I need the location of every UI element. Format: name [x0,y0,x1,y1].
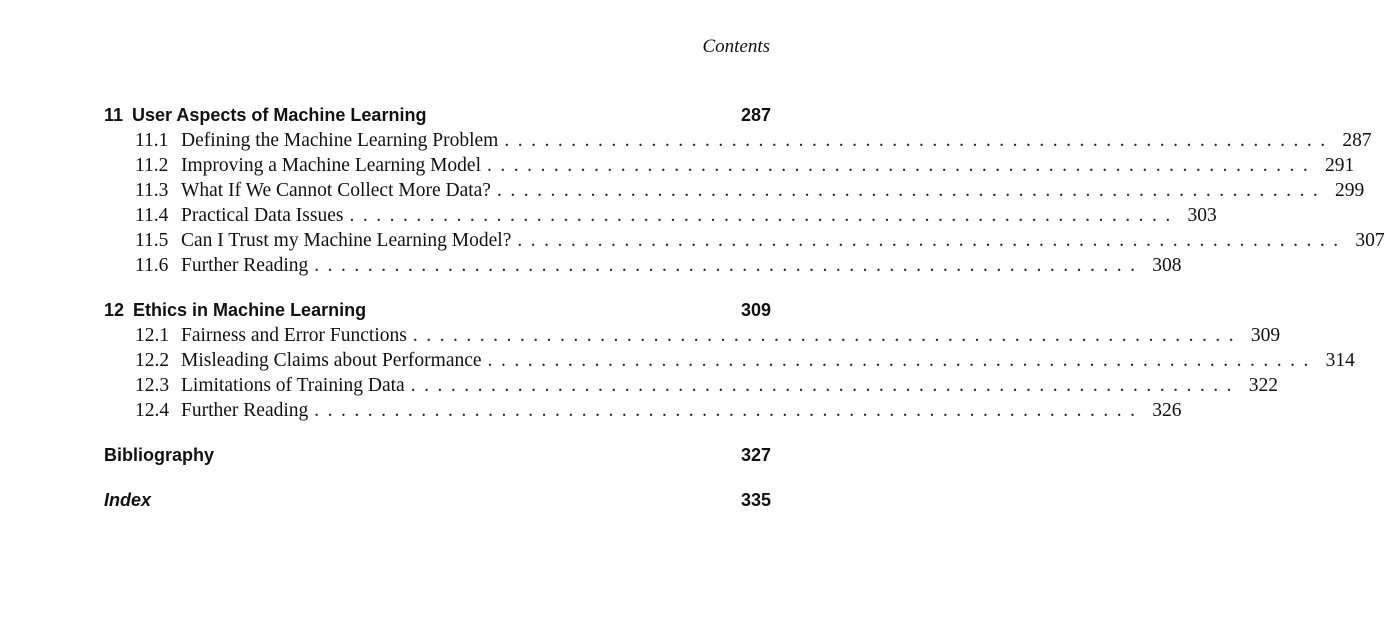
backmatter-title: Bibliography [104,445,215,465]
toc-entry-11-1[interactable] [104,128,1372,153]
toc-entry-11-4[interactable] [104,203,1217,228]
section-title: Can I Trust my Machine Learning Model? [181,230,512,251]
section-number: 11.4 [135,205,169,226]
section-number: 12.4 [135,400,170,421]
section-title: Misleading Claims about Performance [181,350,482,371]
chapter-title: User Aspects of Machine Learning [132,105,427,125]
table-of-contents [104,103,1385,533]
dot-leader: .............................................................. [496,180,1327,201]
toc-entry-12-4[interactable] [104,398,1182,423]
backmatter-title: Index [104,490,152,510]
section-number: 11.3 [135,180,169,201]
section-title: Practical Data Issues [181,205,344,226]
dot-leader: .............................................................. [314,255,1144,276]
section-number: 12.3 [135,375,170,396]
section-page: 291 [1325,155,1355,176]
chapter-11 [104,103,1385,278]
section-page: 299 [1334,180,1365,201]
section-title: Improving a Machine Learning Model [181,155,481,176]
toc-entry-12-2[interactable] [104,348,1355,373]
section-title: Limitations of Training Data [181,375,405,396]
section-number: 11.6 [135,255,169,276]
toc-entry-11-5[interactable] [104,228,1385,253]
section-number: 11.2 [135,155,169,176]
section-page: 314 [1325,350,1355,371]
dot-leader: .............................................................. [349,205,1179,226]
section-page: 287 [1342,130,1372,151]
chapter-heading[interactable] [104,298,771,323]
chapter-title-group [104,103,426,128]
section-page: 308 [1152,255,1182,276]
section-page: 307 [1355,230,1385,251]
toc-entry-index[interactable] [104,488,771,513]
dot-leader: .............................................................. [487,155,1317,176]
chapter-number: 11 [104,105,124,125]
section-number: 12.2 [135,350,170,371]
section-number: 11.5 [135,230,169,251]
chapter-page: 309 [740,300,771,320]
chapter-title: Ethics in Machine Learning [133,300,367,320]
toc-entry-11-3[interactable] [104,178,1365,203]
dot-leader: .............................................................. [517,230,1347,251]
section-page: 322 [1248,375,1278,396]
section-page: 309 [1250,325,1281,346]
toc-entry-bibliography[interactable] [104,443,771,468]
section-title: Further Reading [181,255,309,276]
chapter-heading[interactable] [104,103,771,128]
section-title: Fairness and Error Functions [181,325,407,346]
section-number: 12.1 [135,325,170,346]
dot-leader: .............................................................. [504,130,1334,151]
chapter-number: 12 [104,300,125,320]
dot-leader: .............................................................. [410,375,1240,396]
section-title: Defining the Machine Learning Problem [181,130,499,151]
backmatter-page: 335 [740,490,771,510]
section-title: Further Reading [181,400,309,421]
section-page: 303 [1187,205,1217,226]
chapter-12 [104,298,1355,423]
toc-entry-12-1[interactable] [104,323,1281,348]
section-page: 326 [1152,400,1182,421]
section-number: 11.1 [135,130,169,151]
toc-entry-11-6[interactable] [104,253,1182,278]
backmatter-page: 327 [740,445,771,465]
chapter-page: 287 [740,105,771,125]
toc-entry-11-2[interactable] [104,153,1355,178]
dot-leader: .............................................................. [314,400,1144,421]
chapter-title-group [104,298,366,323]
section-title: What If We Cannot Collect More Data? [181,180,491,201]
running-header: Contents [702,36,770,57]
dot-leader: .............................................................. [412,325,1243,346]
toc-entry-12-3[interactable] [104,373,1278,398]
dot-leader: .............................................................. [487,350,1317,371]
